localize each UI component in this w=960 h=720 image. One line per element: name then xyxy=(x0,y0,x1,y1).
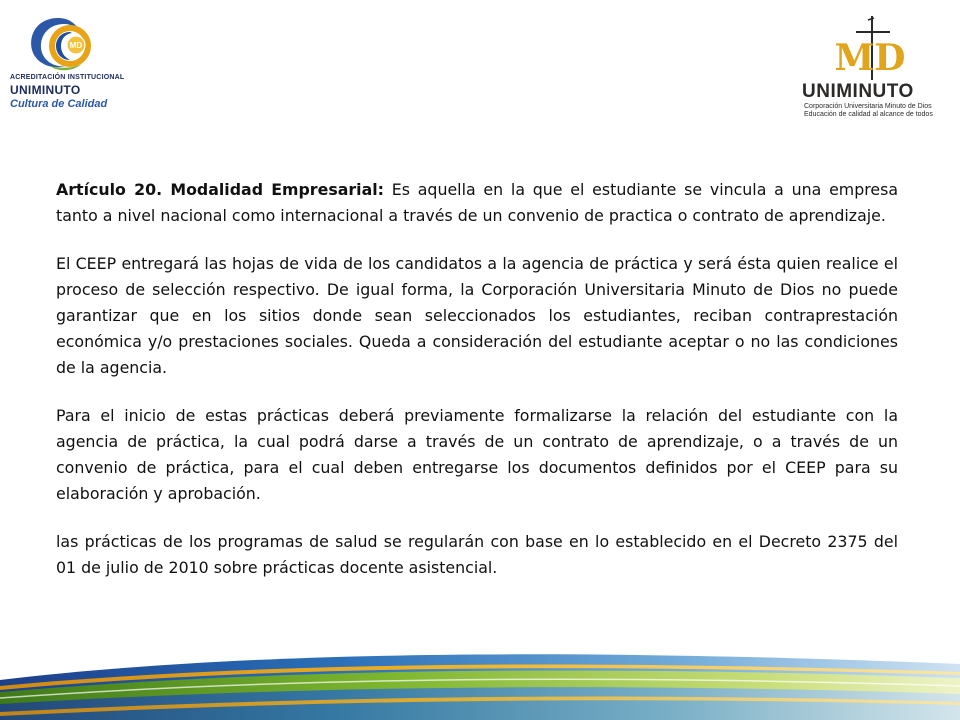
accreditation-caption: ACREDITACIÓN INSTITUCIONAL xyxy=(10,74,125,81)
uniminuto-mark-text: MD xyxy=(834,37,906,79)
uniminuto-name: UNIMINUTO xyxy=(802,81,914,102)
uniminuto-slogan: Educación de calidad al alcance de todos xyxy=(804,111,933,118)
paragraph-4: las prácticas de los programas de salud se regularán con base en lo establecido en el Decreto 2375 del 01 de julio de 2010 sobre prácticas docente asistencial. xyxy=(56,532,898,577)
article-body xyxy=(56,177,898,581)
uniminuto-logo xyxy=(800,14,950,124)
accreditation-brand: UNIMINUTO xyxy=(10,83,81,97)
paragraph-1-text: Es aquella en la que el estudiante se vincula a una empresa tanto a nivel nacional como internacional a través de un convenio de practica o contrato de aprendizaje. xyxy=(56,180,898,225)
article-heading: Artículo 20. Modalidad Empresarial: xyxy=(56,180,384,199)
accreditation-tagline: Cultura de Calidad xyxy=(10,98,108,110)
paragraph-2: El CEEP entregará las hojas de vida de los candidatos a la agencia de práctica y será ésta quien realice el proceso de selección respectivo. De igual forma, la Corporación Universitaria Minuto de Dios no puede garantizar que en los sitios donde sean seleccionados los estudiantes, reciban contraprestación económica y/o prestaciones sociales. Queda a consideración del estudiante aceptar o no las condiciones de la agencia. xyxy=(56,254,898,377)
paragraph-1 xyxy=(56,177,898,229)
uniminuto-emblem-icon xyxy=(800,14,950,84)
uniminuto-subtitle: Corporación Universitaria Minuto de Dios xyxy=(804,103,932,110)
accreditation-mark-text: MD xyxy=(69,41,83,50)
accreditation-logo xyxy=(10,14,125,110)
paragraph-3: Para el inicio de estas prácticas deberá previamente formalizarse la relación del estudiante con la agencia de práctica, la cual podrá darse a través de un contrato de aprendizaje, o a través de un convenio de práctica, para el cual deben entregarse los documentos definidos por el CEEP para su elaboración y aprobación. xyxy=(56,406,898,503)
accreditation-emblem-icon xyxy=(10,14,120,74)
decorative-swoosh xyxy=(0,620,960,720)
